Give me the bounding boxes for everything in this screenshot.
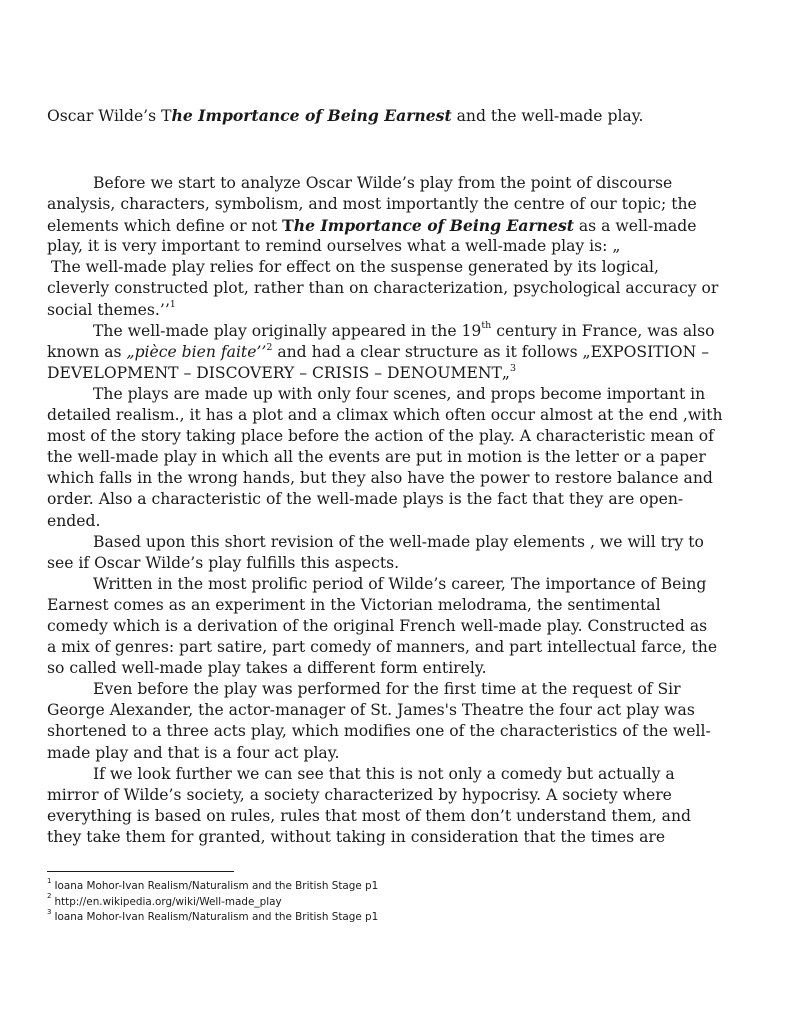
text-span: century in France, was also (491, 321, 715, 340)
text-span: as a well-made (573, 217, 697, 236)
text-span: The well-made play originally appeared in the 19 (93, 321, 482, 340)
text-line: the well-made play in which all the events are put in motion is the letter or a paper (47, 448, 706, 467)
text-line: Written in the most prolific period of Wilde’s career, The importance of Being (93, 574, 707, 593)
quote-line: cleverly constructed plot, rather than on characterization, psychological accuracy or (47, 279, 719, 298)
text-line (47, 321, 747, 342)
text-line: which falls in the wrong hands, but they also have the power to restore balance and (47, 469, 713, 488)
title-suffix: and the well-made play. (451, 107, 644, 125)
text-line: they take them for granted, without taking in consideration that the times are (47, 827, 666, 846)
title-work: he Importance of Being Earnest (171, 106, 452, 125)
text-line: comedy which is a derivation of the original French well-made play. Constructed as (47, 616, 708, 635)
text-line: see if Oscar Wilde’s play fulfills this aspects. (47, 553, 400, 572)
quote-line (47, 300, 747, 321)
text-line: so called well-made play takes a different form entirely. (47, 659, 487, 678)
text-line: shortened to a three acts play, which modifies one of the characteristics of the well- (47, 722, 711, 741)
text-line: If we look further we can see that this is not only a comedy but actually a (93, 764, 675, 783)
footnotes (47, 876, 547, 926)
text-line: Even before the play was performed for the first time at the request of Sir (93, 680, 681, 699)
text-line: Earnest comes as an experiment in the Victorian melodrama, the sentimental (47, 595, 661, 614)
footnote-number: 2 (47, 892, 52, 901)
text-line: George Alexander, the actor-manager of St. James's Theatre the four act play was (47, 701, 695, 720)
text-line (47, 342, 747, 363)
text-line: Before we start to analyze Oscar Wilde’s play from the point of discourse (93, 174, 673, 192)
text-line: mirror of Wilde’s society, a society characterized by hypocrisy. A society where (47, 785, 672, 804)
text-line: made play and that is a four act play. (47, 743, 340, 762)
text-line: The plays are made up with only four scenes, and props become important in (93, 384, 706, 403)
footnote-separator (47, 871, 234, 872)
text-line: Based upon this short revision of the well-made play elements , we will try to (93, 532, 704, 551)
footnote-text: Ioana Mohor-Ivan Realism/Naturalism and the British Stage p1 (54, 911, 379, 923)
text-line: detailed realism., it has a plot and a climax which often occur almost at the end ,with (47, 406, 723, 425)
text-line (47, 363, 747, 384)
footnote-ref: 2 (266, 341, 273, 353)
footnote-ref: 3 (509, 362, 517, 374)
emphasis-bold: T (282, 216, 294, 236)
text-line (47, 215, 747, 236)
footnote-text: http://en.wikipedia.org/wiki/Well-made_play (54, 895, 282, 908)
text-span: and had a clear structure as it follows „EXPOSITION – (272, 342, 709, 361)
quote-line: The well-made play relies for effect on the suspense generated by its logical, (51, 258, 659, 277)
text-line: everything is based on rules, rules that most of them don’t understand them, and (47, 806, 691, 825)
title-prefix: Oscar Wilde’s T (47, 107, 172, 125)
footnote-item (47, 876, 547, 895)
emphasis-italic: „pièce bien faite’’ (126, 342, 267, 361)
text-line: most of the story taking place before the action of the play. A characteristic mean of (47, 427, 714, 446)
text-line: a mix of genres: part satire, part comedy of manners, and part intellectual farce, the (47, 638, 718, 657)
text-span: known as (47, 342, 127, 361)
text-line: analysis, characters, symbolism, and most importantly the centre of our topic; the (47, 195, 697, 214)
footnote-ref: 1 (169, 299, 176, 311)
body-text (47, 173, 747, 848)
text-line: ended. (47, 511, 101, 530)
footnote-item (47, 907, 547, 926)
footnote-number: 1 (47, 876, 52, 885)
document-title (47, 105, 747, 127)
text-span: DEVELOPMENT – DISCOVERY – CRISIS – DENOUMENT„ (47, 363, 510, 382)
footnote-text: Ioana Mohor-Ivan Realism/Naturalism and the British Stage p1 (54, 880, 379, 892)
text-line: play, it is very important to remind ourselves what a well-made play is: „ (47, 237, 621, 256)
text-span: social themes.’’ (47, 300, 170, 319)
footnote-item (47, 892, 547, 911)
superscript: th (481, 320, 492, 332)
text-line: order. Also a characteristic of the well-made plays is the fact that they are open- (47, 490, 684, 509)
emphasis-title: he Importance of Being Earnest (293, 216, 574, 236)
footnote-number: 3 (47, 907, 52, 916)
text-span: elements which define or not (47, 217, 283, 236)
